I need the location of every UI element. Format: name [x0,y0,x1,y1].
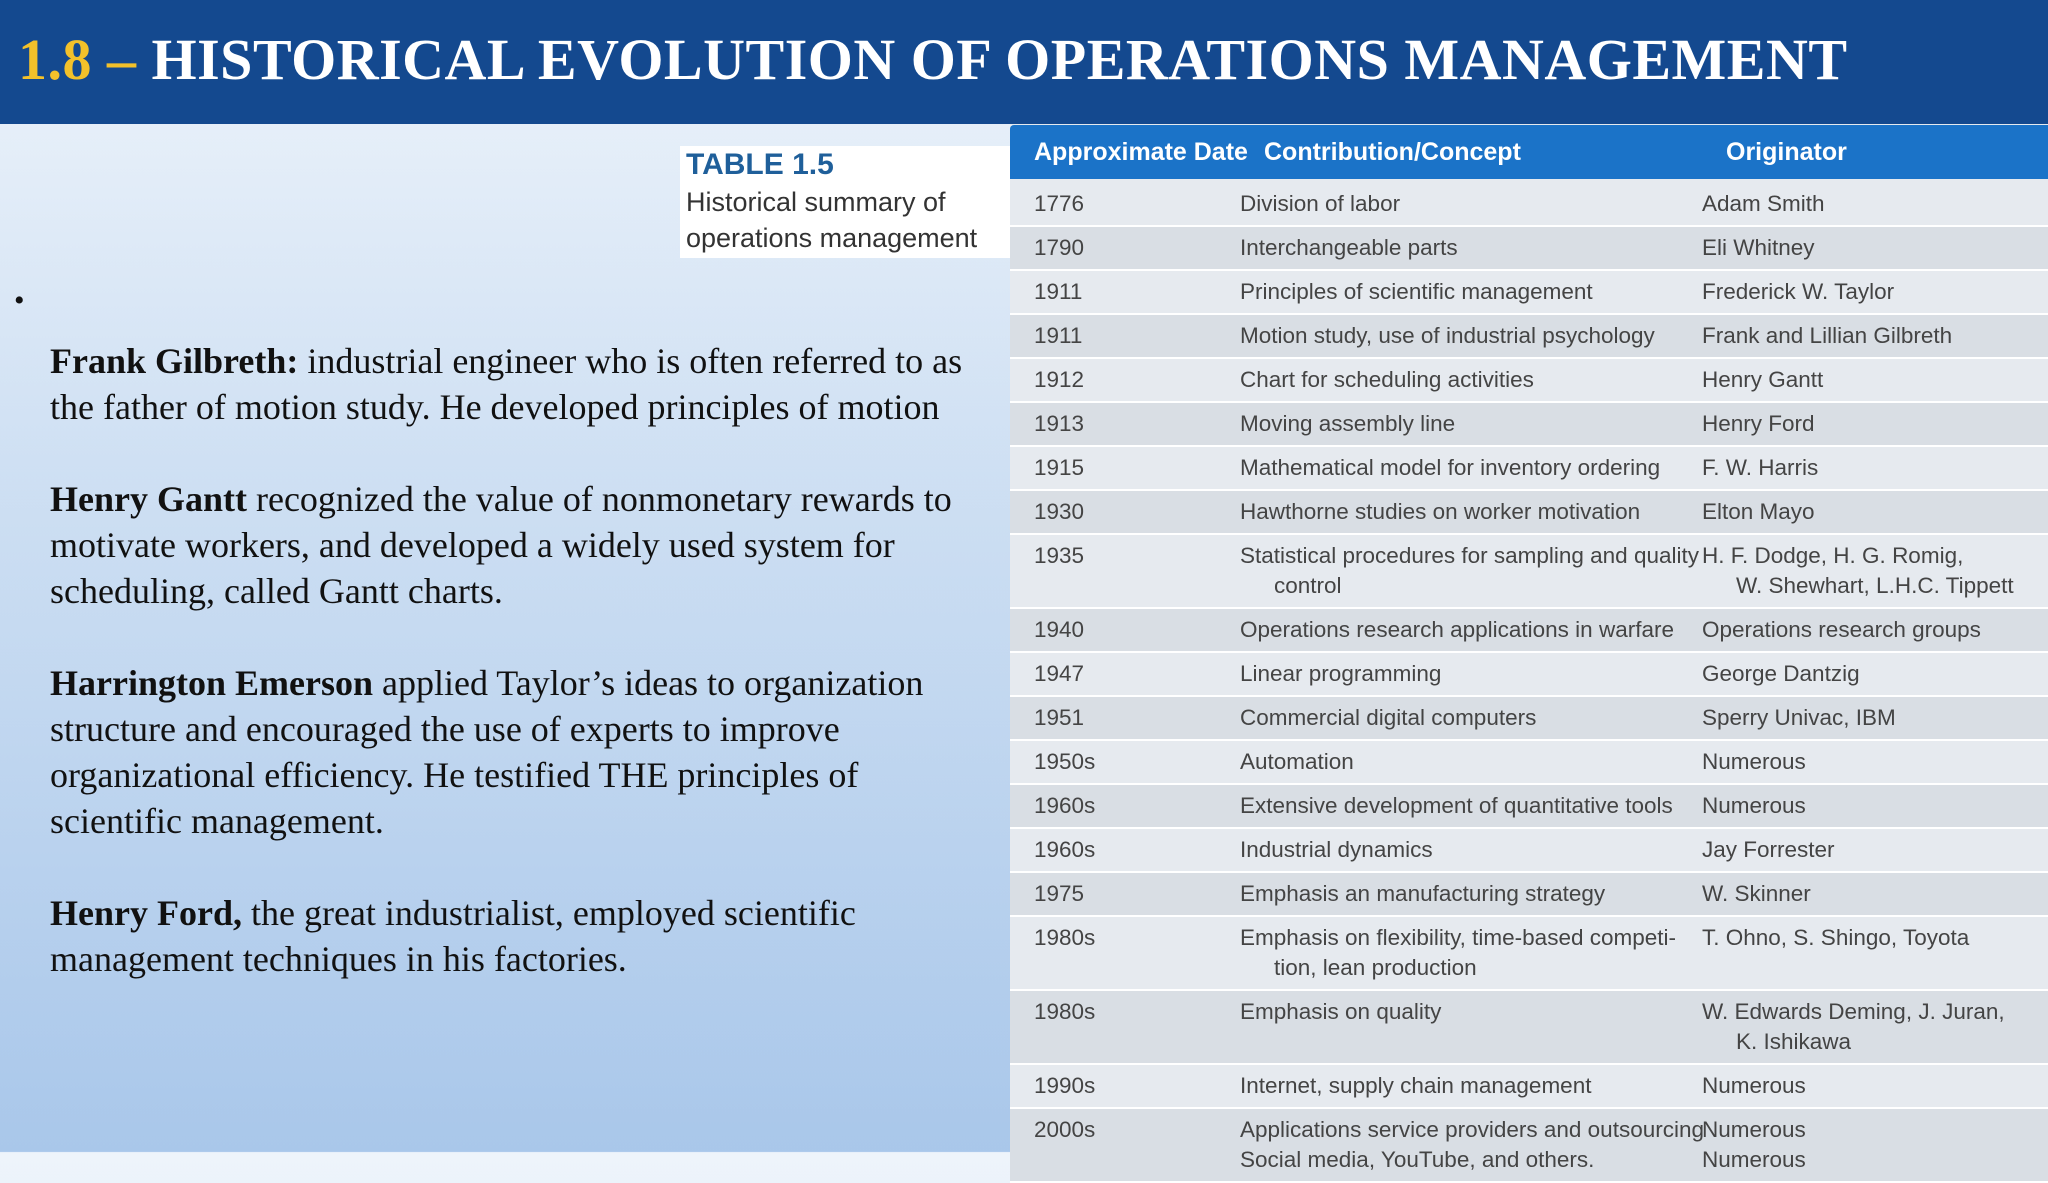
header-originator: Originator [1726,138,1847,166]
cell-line: Operations research applications in warfare [1240,617,1674,642]
cell-date: 1911 [1034,279,1083,304]
cell-line: Jay Forrester [1702,837,1835,862]
paragraph-text: the great industrialist, employed scientific management techniques in his factories. [50,893,856,979]
cell-originator [1702,829,2048,871]
cell-line: Industrial dynamics [1240,837,1433,862]
paragraph-ford [50,890,970,982]
cell-line: Numerous [1702,1147,1806,1172]
cell-contribution [1240,829,1702,871]
cell-line: Internet, supply chain management [1240,1073,1592,1098]
table-row [1010,829,2048,873]
cell-date: 1947 [1034,661,1085,686]
cell-date: 1930 [1034,499,1085,524]
cell-contribution [1240,917,1702,989]
cell-contribution [1240,697,1702,739]
table-row [1010,609,2048,653]
title-text: HISTORICAL EVOLUTION OF OPERATIONS MANAGEMENT [151,27,1848,92]
cell-line: Chart for scheduling activities [1240,367,1534,392]
cell-line: W. Shewhart, L.H.C. Tippett [1736,573,2014,598]
table-header [1010,125,2048,179]
table-row [1010,697,2048,741]
paragraph-name: Frank Gilbreth: [50,341,299,381]
table-row [1010,917,2048,991]
cell-date: 1790 [1034,235,1085,260]
table-row [1010,359,2048,403]
cell-line: Emphasis on flexibility, time-based competi- [1240,925,1677,950]
history-table [1010,124,2048,1172]
cell-date: 1975 [1034,881,1085,906]
paragraph-text: applied Taylor’s ideas to organization structure and encouraged the use of experts to improve organizational efficiency. He testified THE principles of scientific management. [50,663,924,841]
cell-line: W. Edwards Deming, J. Juran, [1702,999,2005,1024]
cell-contribution [1240,183,1702,225]
cell-originator [1702,873,2048,915]
cell-contribution [1240,447,1702,489]
cell-line: K. Ishikawa [1736,1029,1852,1054]
body-text [50,338,970,1028]
cell-line: Commercial digital computers [1240,705,1537,730]
cell-originator [1702,359,2048,401]
cell-originator [1702,785,2048,827]
cell-contribution [1240,315,1702,357]
cell-contribution [1240,741,1702,783]
cell-line: Numerous [1702,1117,1806,1142]
cell-line: Division of labor [1240,191,1401,216]
header-date: Approximate Date [1034,138,1248,166]
paragraph-name: Henry Ford, [50,893,242,933]
cell-contribution [1240,271,1702,313]
cell-line: Numerous [1702,749,1806,774]
cell-line: Emphasis an manufacturing strategy [1240,881,1606,906]
cell-contribution [1240,1065,1702,1107]
bullet-point: • [14,284,25,317]
cell-date: 1980s [1034,999,1096,1024]
table-row [1010,741,2048,785]
cell-originator [1702,917,2048,989]
cell-date: 1990s [1034,1073,1096,1098]
cell-originator [1702,991,2048,1063]
table-row [1010,491,2048,535]
cell-line: Henry Gantt [1702,367,1824,392]
cell-line: Extensive development of quantitative tools [1240,793,1673,818]
paragraph-name: Harrington Emerson [50,663,373,703]
cell-contribution [1240,535,1702,607]
cell-line: Henry Ford [1702,411,1815,436]
cell-line: Moving assembly line [1240,411,1456,436]
table-row [1010,183,2048,227]
table-row [1010,227,2048,271]
table-row [1010,1065,2048,1109]
cell-originator [1702,1109,2048,1181]
cell-contribution [1240,991,1702,1063]
cell-contribution [1240,653,1702,695]
cell-line: Motion study, use of industrial psychology [1240,323,1655,348]
table-row [1010,535,2048,609]
table-row [1010,315,2048,359]
cell-originator [1702,227,2048,269]
header-contribution: Contribution/Concept [1264,138,1521,166]
cell-line: Statistical procedures for sampling and quality [1240,543,1699,568]
cell-contribution [1240,873,1702,915]
table-row [1010,991,2048,1065]
cell-line: Applications service providers and outsourcing [1240,1117,1704,1142]
cell-line: Mathematical model for inventory ordering [1240,455,1661,480]
cell-line: Automation [1240,749,1354,774]
cell-line: tion, lean production [1274,955,1477,980]
cell-originator [1702,403,2048,445]
cell-line: Linear programming [1240,661,1442,686]
cell-date: 1912 [1034,367,1085,392]
paragraph-gilbreth [50,338,970,430]
paragraph-name: Henry Gantt [50,479,247,519]
cell-originator [1702,447,2048,489]
cell-date: 1935 [1034,543,1085,568]
cell-line: W. Skinner [1702,881,1811,906]
paragraph-emerson [50,660,970,844]
cell-originator [1702,609,2048,651]
cell-line: control [1274,573,1342,598]
slide-title [18,26,1848,93]
cell-date: 1980s [1034,925,1096,950]
cell-line: Eli Whitney [1702,235,1815,260]
cell-originator [1702,653,2048,695]
table-body [1010,183,2048,1183]
table-row [1010,785,2048,829]
cell-originator [1702,491,2048,533]
paragraph-text: recognized the value of nonmonetary rewards to motivate workers, and developed a widely used system for scheduling, called Gantt charts. [50,479,952,611]
cell-date: 1915 [1034,455,1085,480]
table-row [1010,653,2048,697]
cell-originator [1702,183,2048,225]
title-bar [0,0,2048,124]
cell-contribution [1240,491,1702,533]
section-number: 1.8 – [18,27,137,92]
cell-line: Numerous [1702,1073,1806,1098]
cell-date: 1776 [1034,191,1085,216]
cell-originator [1702,535,2048,607]
cell-originator [1702,741,2048,783]
cell-date: 1960s [1034,793,1096,818]
cell-line: Frank and Lillian Gilbreth [1702,323,1953,348]
cell-line: Operations research groups [1702,617,1981,642]
cell-line: Frederick W. Taylor [1702,279,1895,304]
cell-date: 1950s [1034,749,1096,774]
table-caption-text: Historical summary of operations management [686,187,978,253]
table-row [1010,403,2048,447]
cell-line: Emphasis on quality [1240,999,1442,1024]
cell-line: F. W. Harris [1702,455,1819,480]
cell-line: Social media, YouTube, and others. [1240,1147,1595,1172]
paragraph-gantt [50,476,970,614]
table-row [1010,271,2048,315]
table-caption [680,146,1010,258]
cell-originator [1702,697,2048,739]
table-row [1010,1109,2048,1183]
cell-contribution [1240,359,1702,401]
cell-line: Principles of scientific management [1240,279,1593,304]
cell-contribution [1240,785,1702,827]
cell-date: 2000s [1034,1117,1096,1142]
cell-line: Interchangeable parts [1240,235,1458,260]
cell-line: Numerous [1702,793,1806,818]
cell-contribution [1240,609,1702,651]
table-label: TABLE 1.5 [686,148,834,181]
cell-date: 1940 [1034,617,1085,642]
cell-date: 1913 [1034,411,1085,436]
cell-contribution [1240,227,1702,269]
cell-date: 1951 [1034,705,1085,730]
cell-line: H. F. Dodge, H. G. Romig, [1702,543,1964,568]
cell-originator [1702,271,2048,313]
paragraph-text: industrial engineer who is often referred to as the father of motion study. He developed principles of motion [50,341,963,427]
cell-originator [1702,1065,2048,1107]
cell-line: Hawthorne studies on worker motivation [1240,499,1641,524]
cell-originator [1702,315,2048,357]
table-row [1010,447,2048,491]
cell-line: Adam Smith [1702,191,1825,216]
cell-contribution [1240,1109,1702,1181]
cell-date: 1960s [1034,837,1096,862]
cell-line: Sperry Univac, IBM [1702,705,1896,730]
cell-date: 1911 [1034,323,1083,348]
cell-contribution [1240,403,1702,445]
cell-line: T. Ohno, S. Shingo, Toyota [1702,925,1970,950]
table-row [1010,873,2048,917]
cell-line: George Dantzig [1702,661,1860,686]
cell-line: Elton Mayo [1702,499,1815,524]
